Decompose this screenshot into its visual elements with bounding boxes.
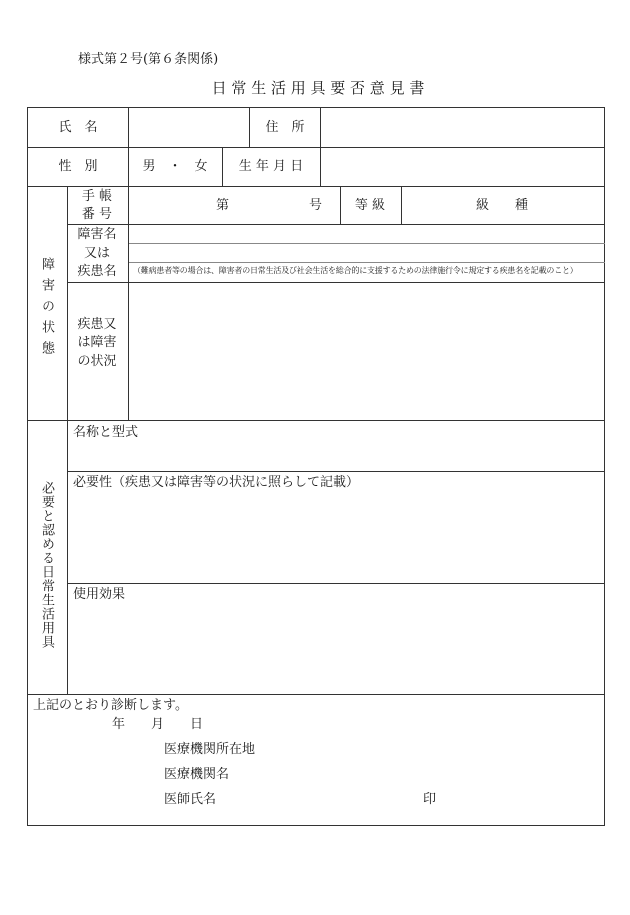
row-divider: [27, 694, 605, 695]
necessity-field[interactable]: [68, 492, 604, 582]
disability-name-label-3: 疾患名: [77, 264, 117, 279]
institution-name-label: 医療機関名: [164, 767, 230, 782]
device-name-model-label: 名称と型式: [73, 425, 139, 440]
col-divider: [340, 186, 341, 224]
address-label: 住 所: [265, 120, 305, 135]
device-side-label: 必要と認める日常生活用具: [39, 481, 54, 649]
name-field[interactable]: [129, 108, 248, 146]
handbook-label-2: 番 号: [81, 207, 113, 222]
name-label: 氏 名: [58, 120, 98, 135]
row-divider: [128, 262, 605, 263]
page-title: 日 常 生 活 用 具 要 否 意 見 書: [211, 79, 425, 97]
handbook-label-1: 手 帳: [81, 189, 113, 204]
diagnosis-date[interactable]: 年 月 日: [112, 717, 204, 732]
number-prefix: 第: [216, 198, 230, 213]
disability-name-label-2: 又は: [83, 246, 111, 261]
effect-label: 使用効果: [73, 587, 126, 602]
col-divider: [401, 186, 402, 224]
row-divider: [67, 471, 605, 472]
effect-field[interactable]: [68, 604, 604, 693]
col-divider: [249, 107, 250, 147]
institution-address-field[interactable]: [252, 738, 592, 758]
disability-name-note: （難病患者等の場合は、障害者の日常生活及び社会生活を総合的に支援するための法律施行令に規定する疾患名を記載のこと）: [133, 266, 578, 275]
condition-label-1: 疾患又: [77, 317, 117, 332]
institution-name-field[interactable]: [232, 763, 592, 783]
disability-state-side-label: 障害の状態: [39, 257, 54, 362]
doctor-name-label: 医師氏名: [164, 792, 217, 807]
seal-mark: 印: [423, 792, 437, 807]
condition-label-3: の状況: [77, 354, 117, 369]
necessity-label: 必要性（疾患又は障害等の状況に照らして記載）: [73, 475, 360, 490]
condition-label-2: は障害: [77, 335, 117, 350]
col-divider: [67, 186, 68, 420]
sex-label: 性 別: [58, 159, 98, 174]
number-suffix: 号: [309, 198, 323, 213]
birthdate-field[interactable]: [321, 148, 604, 185]
doctor-name-field[interactable]: [220, 788, 416, 808]
address-field[interactable]: [321, 108, 604, 146]
row-divider: [27, 420, 605, 421]
diagnosis-statement: 上記のとおり診断します。: [33, 698, 188, 713]
device-name-model-field[interactable]: [68, 442, 604, 470]
handbook-number-field[interactable]: [232, 190, 304, 220]
disability-name-field[interactable]: [129, 225, 604, 262]
institution-address-label: 医療機関所在地: [164, 742, 256, 757]
disability-name-label-1: 障害名: [77, 227, 117, 242]
sex-options[interactable]: 男 ・ 女: [142, 159, 208, 174]
grade-label: 等 級: [354, 198, 386, 213]
condition-field[interactable]: [129, 283, 604, 419]
row-divider: [27, 186, 605, 187]
col-divider: [222, 147, 223, 186]
row-divider: [67, 583, 605, 584]
birthdate-label: 生 年 月 日: [238, 159, 304, 174]
grade-class-label[interactable]: 級 種: [475, 198, 529, 213]
form-number: 様式第２号(第６条関係): [78, 52, 219, 67]
